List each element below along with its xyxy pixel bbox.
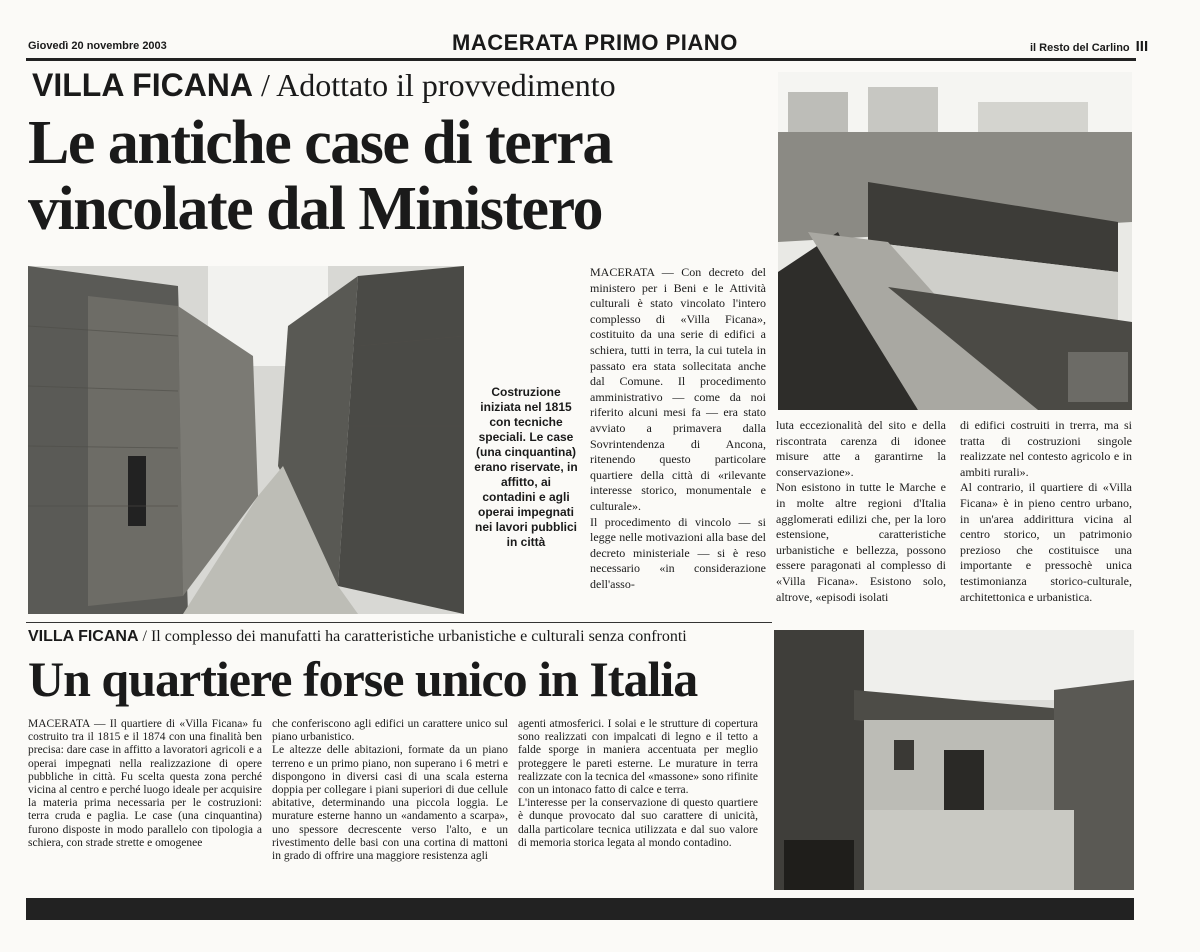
story2-column-1 [28,718,262,850]
header-rule [26,58,1136,61]
houses-photo [774,630,1134,890]
rooftops-photo [778,72,1132,410]
story2-kicker [28,628,687,646]
story1-paragraph: Al contrario, il quartiere di «Villa Ficana» è in pieno centro urbano, in un'area addirittura vicina al centro storico, un patrimonio prezioso che costituisce una importante e pressochè unica testimonianza storico-culturale, architettonica e urbanistica. [960,480,1132,604]
story2-paragraph: agenti atmosferici. I solai e le strutture di copertura sono realizzati con impalcati di legno e il tetto a falde sporge in maniera accentuata per meglio proteggere le pareti esterne. Le murature in terra realizzate con la tecnica del «massone» sono rifinite con un intonaco fatto di calce e terra. [518,718,758,797]
story1-paragraph: Non esistono in tutte le Marche e in molte altre regioni d'Italia agglomerati edilizi che, per la loro estensione, caratteristiche urbanistiche e bellezza, possono essere paragonati al complesso di «Villa Ficana». Esistono solo, altrove, «episodi isolati [776,480,946,604]
story2-paragraph: che conferiscono agli edifici un carattere unico sul piano urbanistico. [272,718,508,744]
story1-paragraph: Il procedimento di vincolo — si legge nelle motivazioni alla base del decreto ministeriale — si è reso necessario «in considerazione dell'asso- [590,514,766,591]
story2-paragraph: Le altezze delle abitazioni, formate da un piano terreno e un primo piano, non superano i 6 metri e dispongono in diversi casi di una scala esterna doppia per collegare i piani superiori di due cellule abitative, determinando una piccola loggia. Le murature esterne hanno un «andamento a scarpa», uno spessore decrescente verso l'alto, e un rivestimento delle basi con una cortina di mattoni in grado di offrire una maggiore resistenza agli [272,744,508,863]
story2-paragraph: MACERATA — Il quartiere di «Villa Ficana» fu costruito tra il 1815 e il 1874 con una finalità ben precisa: dare case in affitto a lavoratori agricoli e a operai impegnati nella realizzazione di opere pubbliche in città. Fu scelta questa zona perché vicina al centro e perché luogo ideale per acquisire la materia prima necessaria per le costruzioni: terra cruda e paglia. Le case (una cinquantina) furono disposte in modo parallelo con tipologia a schiera, con strade strette e omogenee [28,718,262,849]
newspaper-title: il Resto del Carlino [1030,42,1130,54]
story1-paragraph: di edifici costruiti in trerra, ma si tratta di costruzioni singole realizzate nel contesto agricolo e in ambiti rurali». [960,418,1132,479]
story1-headline: Le antiche case di terra vincolate dal Ministero [28,109,612,243]
photo-caption: Costruzione iniziata nel 1815 con tecniche speciali. Le case (una cinquantina) erano riservate, in affitto, ai contadini e agli operai impegnati nei lavori pubblici in città [474,385,578,549]
story1-column-1 [590,265,766,592]
story1-kicker [32,66,616,104]
story2-column-3 [518,718,758,850]
story1-paragraph: luta eccezionalità del sito e della riscontrata carenza di idonee misure atte a garantirne la conservazione». [776,418,946,479]
section-divider [26,622,772,623]
story1-column-2 [776,418,946,605]
alley-photo [28,266,464,614]
story1-kicker-label: VILLA FICANA [32,67,254,103]
story2-kicker-label: VILLA FICANA [28,628,139,645]
story1-subkicker: / Adottato il provvedimento [261,67,616,103]
section-title: MACERATA PRIMO PIANO [452,30,738,55]
story2-paragraph: L'interesse per la conservazione di questo quartiere è dunque provocato dal suo carattere di unicità, dalla particolare tecnica utilizzata e dal suo valore di memoria storica legata al mondo contadino. [518,797,758,849]
newspaper-name [1030,38,1148,55]
story1-column-3 [960,418,1132,605]
page-number: III [1135,38,1149,55]
story2-column-2 [272,718,508,863]
story2-headline: Un quartiere forse unico in Italia [28,651,698,707]
issue-date: Giovedì 20 novembre 2003 [28,40,167,52]
story1-paragraph: MACERATA — Con decreto del ministero per i Beni e le Attività culturali è stato vincolato l'intero complesso di «Villa Ficana», costituito da una serie di edifici a schiera, tutti in terra, la cui tutela in passato era stata sollecitata anche dal Comune. Il procedimento amministrativo — come da noi riferito alcuni mesi fa — era stato avviato a primavera dalla Sovrintendenza di Ancona, ritenendo questo particolare quartiere della città di «rilevante interesse storico, monumentale e culturale». [590,265,766,513]
bottom-bar [26,898,1134,920]
story2-subkicker: / Il complesso dei manufatti ha caratteristiche urbanistiche e culturali senza confronti [142,628,687,645]
